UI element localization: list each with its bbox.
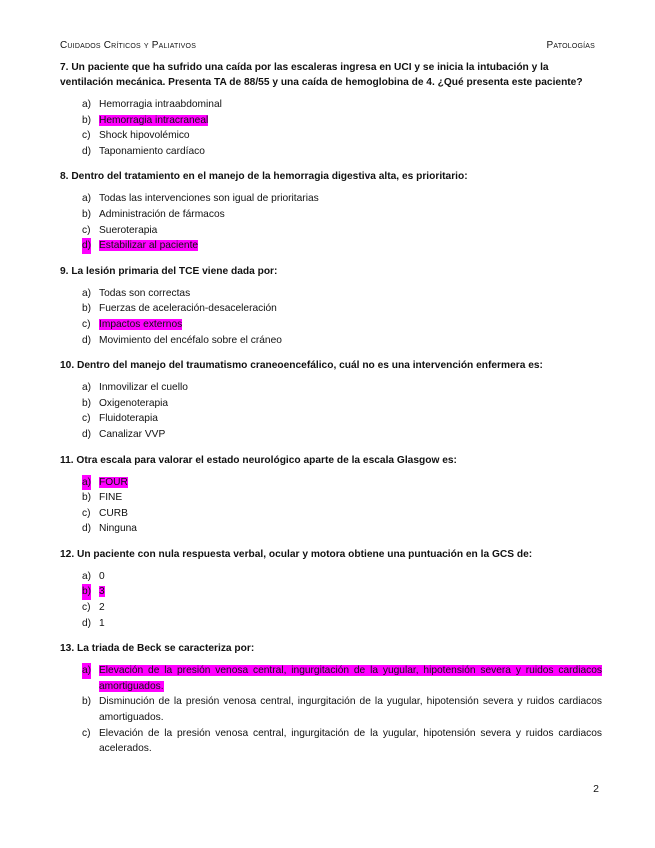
option-list [60, 97, 602, 159]
question-title: 13. La triada de Beck se caracteriza por: [60, 643, 255, 655]
option-text: 0 [99, 570, 105, 582]
option-a [60, 475, 602, 491]
option-a [60, 380, 602, 396]
option-letter: a) [82, 287, 92, 299]
option-d [60, 427, 602, 443]
option-a [60, 569, 602, 585]
option-text: Ninguna [99, 523, 137, 535]
option-text: 1 [99, 617, 105, 629]
question-title: 12. Un paciente con nula respuesta verbal, ocular y motora obtiene una puntuación en la GCS de: [60, 548, 533, 560]
option-letter: b) [82, 584, 91, 600]
header-section-title: Patologías [546, 40, 595, 51]
option-text-highlighted: FOUR [99, 476, 128, 488]
option-letter: b) [82, 397, 92, 409]
option-d [60, 333, 602, 349]
option-list [60, 191, 602, 253]
option-letter: c) [82, 224, 91, 236]
option-text-highlighted: Estabilizar al paciente [99, 240, 199, 252]
option-text: Todas las intervenciones son igual de prioritarias [99, 193, 319, 205]
option-text: Canalizar VVP [99, 428, 166, 440]
question-10 [60, 358, 602, 442]
option-letter: b) [82, 114, 92, 126]
option-letter: d) [82, 145, 92, 157]
option-c [60, 223, 602, 239]
option-letter: c) [82, 130, 91, 142]
option-letter: b) [82, 208, 92, 220]
option-letter: a) [82, 570, 92, 582]
option-text: Fuerzas de aceleración-desaceleración [99, 303, 277, 315]
question-list [60, 60, 602, 767]
option-list [60, 569, 602, 631]
option-letter: d) [82, 617, 92, 629]
option-letter: a) [82, 382, 92, 394]
option-text: Fluidoterapia [99, 413, 158, 425]
option-text: Movimiento del encéfalo sobre el cráneo [99, 334, 282, 346]
question-7 [60, 60, 602, 159]
option-a [60, 286, 602, 302]
option-c [60, 506, 602, 522]
option-b [60, 694, 602, 725]
option-text: Disminución de la presión venosa central, ingurgitación de la yugular, hipotensión severa y ruidos cardiacos amortiguados. [99, 696, 602, 724]
option-letter: d) [82, 523, 92, 535]
question-9 [60, 264, 602, 348]
option-text: Todas son correctas [99, 287, 191, 299]
option-text-highlighted: Elevación de la presión venosa central, ingurgitación de la yugular, hipotensión severa y ruidos cardiacos amortiguados. [99, 665, 602, 692]
option-a [60, 663, 602, 694]
question-title: 9. La lesión primaria del TCE viene dada por: [60, 265, 278, 277]
option-c [60, 128, 602, 144]
header-course-title: Cuidados Críticos y Paliativos [60, 40, 197, 51]
page-number: 2 [593, 783, 599, 795]
option-letter: b) [82, 696, 92, 708]
option-text: FINE [99, 492, 123, 504]
option-text-highlighted: Hemorragia intracraneal [99, 114, 209, 126]
question-11 [60, 453, 602, 537]
option-list [60, 286, 602, 348]
option-d [60, 521, 602, 537]
option-text: Hemorragia intraabdominal [99, 99, 222, 110]
option-text-highlighted: 3 [99, 586, 105, 598]
option-letter: a) [82, 99, 92, 110]
question-13 [60, 641, 602, 757]
option-b [60, 584, 602, 600]
option-letter: c) [82, 727, 91, 739]
question-title: 7. Un paciente que ha sufrido una caída por las escaleras ingresa en UCI y se inicia la intubación y la ventilación mecánica. Presenta TA de 88/55 y una caída de hemoglobina de 4. ¿Qué presenta este paciente? [60, 62, 583, 88]
option-letter: a) [82, 475, 91, 491]
option-b [60, 301, 602, 317]
option-a [60, 191, 602, 207]
option-text: Elevación de la presión venosa central, ingurgitación de la yugular, hipotensión severa y ruidos cardiacos acelerados. [99, 727, 602, 755]
option-b [60, 396, 602, 412]
option-text: Inmovilizar el cuello [99, 382, 188, 394]
option-list [60, 663, 602, 757]
option-text: Shock hipovolémico [99, 130, 190, 142]
option-letter: b) [82, 303, 92, 315]
option-letter: a) [82, 193, 92, 205]
option-letter: c) [82, 602, 91, 614]
option-letter: c) [82, 318, 91, 330]
option-text: Oxigenoterapia [99, 397, 169, 409]
option-list [60, 380, 602, 442]
option-text: 2 [99, 602, 105, 614]
option-text-highlighted: Impactos externos [99, 318, 183, 330]
option-letter: a) [82, 663, 91, 679]
option-letter: d) [82, 428, 92, 440]
option-c [60, 317, 602, 333]
option-letter: b) [82, 492, 92, 504]
question-title: 10. Dentro del manejo del traumatismo craneoencefálico, cuál no es una intervención enfermera es: [60, 360, 543, 372]
question-12 [60, 547, 602, 631]
option-b [60, 207, 602, 223]
option-letter: c) [82, 413, 91, 425]
question-title: 11. Otra escala para valorar el estado neurológico aparte de la escala Glasgow es: [60, 454, 457, 466]
option-d [60, 616, 602, 632]
option-c [60, 600, 602, 616]
option-letter: d) [82, 334, 92, 346]
option-b [60, 490, 602, 506]
option-text: CURB [99, 507, 128, 519]
option-d [60, 144, 602, 160]
question-8 [60, 169, 602, 253]
option-list [60, 475, 602, 537]
question-title: 8. Dentro del tratamiento en el manejo de la hemorragia digestiva alta, es prioritario: [60, 171, 468, 183]
option-d [60, 238, 602, 254]
option-a [60, 97, 602, 113]
option-text: Sueroterapia [99, 224, 158, 236]
option-c [60, 411, 602, 427]
option-c [60, 726, 602, 757]
option-text: Taponamiento cardíaco [99, 145, 205, 157]
option-letter: d) [82, 238, 91, 254]
option-b [60, 113, 602, 129]
page-header [60, 40, 595, 54]
option-letter: c) [82, 507, 91, 519]
option-text: Administración de fármacos [99, 208, 225, 220]
